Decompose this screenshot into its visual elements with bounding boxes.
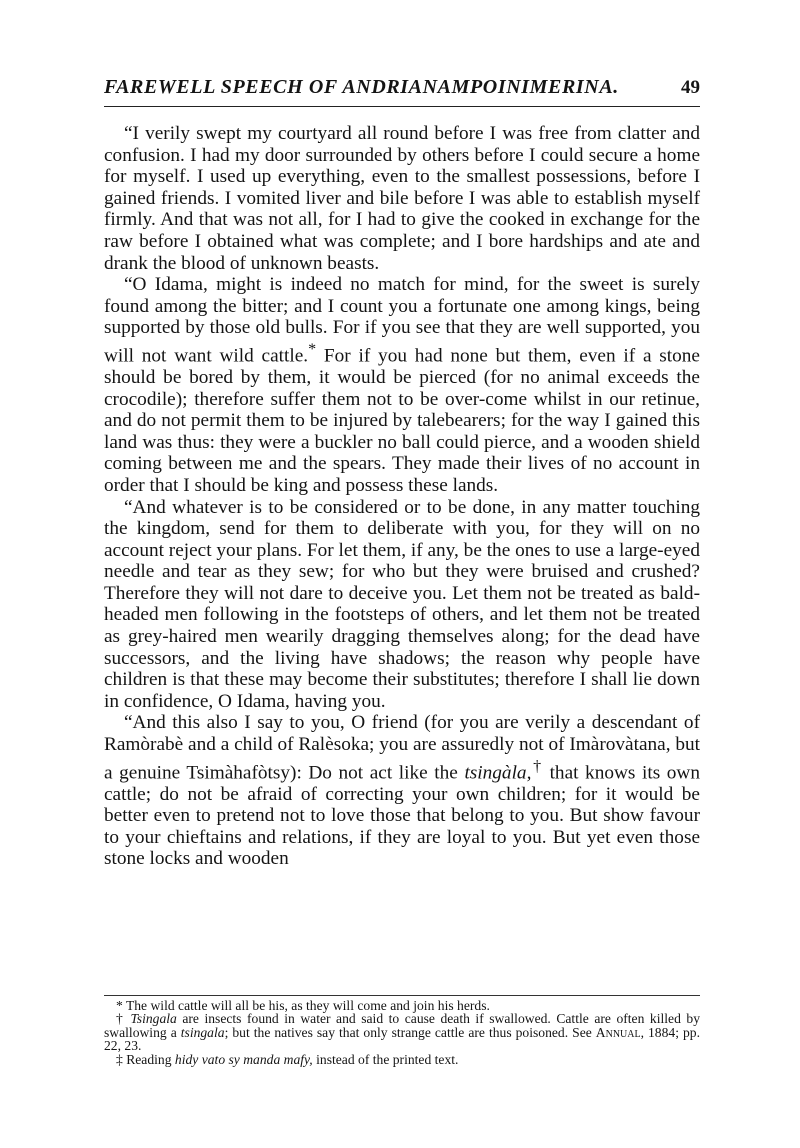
italic-term: tsingala [180, 1024, 225, 1040]
journal-name: Annual [595, 1024, 641, 1040]
footnote-marker: † [116, 1011, 125, 1027]
running-title: FAREWELL SPEECH OF ANDRIANAMPOINIMERINA. [104, 76, 619, 98]
paragraph [104, 274, 700, 496]
italic-term: tsingàla, [464, 762, 532, 784]
footnote-marker: † [531, 757, 543, 775]
footnote-marker: ‡ [116, 1051, 123, 1067]
footnote-marker: * [308, 340, 317, 358]
footnote-text: Reading [122, 1051, 175, 1067]
paragraph [104, 497, 700, 713]
footnote-text: are insects found in water and said to cause death if swallowed. Cattle are often killed by swallowing a [104, 1011, 700, 1040]
footnote-text: , 1884; pp. 22, 23. [104, 1024, 700, 1054]
paragraph-text: “O Idama, might is indeed no match for mind, for the sweet is surely found among the bitter; and I count you a fortunate one among kings, being supported by those old bulls. For if you see that they are well supported, you will not want wild cattle. [104, 274, 700, 367]
body-text [104, 123, 700, 870]
footnote [104, 999, 700, 1012]
italic-term: hidy vato sy manda mafy, [174, 1051, 313, 1067]
paragraph-text: For if you had none but them, even if a stone should be bored by them, it would be pierced (for no animal exceeds the crocodile); therefore suffer them not to be over-come whilst in our retinue, and do not permit them to be injured by talebearers; for the way I gained this land was thus: they were a buckler no ball could pierce, and a wooden shield coming between me and the spears. They made their lives of no account in order that I should be king and possess these lands. [104, 345, 700, 496]
footnote [104, 1012, 700, 1052]
footnote-rule [104, 995, 700, 996]
page-number: 49 [681, 77, 700, 98]
paragraph [104, 712, 700, 870]
footnote-marker: * [116, 998, 123, 1013]
footnote-text: instead of the printed text. [312, 1051, 459, 1067]
paragraph [104, 123, 700, 274]
paragraph-text: “And this also I say to you, O friend (for you are verily a descendant of Ramòrabè and a child of Ralèsoka; you are assuredly not of Imàrovàtana, but a genuine Tsimàhafòtsy): Do not act like the [104, 712, 700, 784]
footnote-text: ; but the natives say that only strange cattle are thus poisoned. See [224, 1024, 596, 1040]
paragraph-text: “I verily swept my courtyard all round before I was free from clatter and confusion. I had my door surrounded by others before I could secure a home for myself. I used up everything, even to the smallest possessions, before I gained friends. I vomited liver and bile before I was able to establish myself firmly. And that was not all, for I had to give the cooked in exchange for the raw before I obtained what was complete; and I bore hardships and ate and drank the blood of unknown beasts. [104, 123, 700, 274]
footnote [104, 1053, 700, 1066]
paragraph-text: that knows its own cattle; do not be afraid of correcting your own children; for it would be better even to pretend not to love those that belong to you. But show favour to your chieftains and relations, if they are loyal to you. But yet even those stone locks and wooden [104, 762, 700, 870]
header-rule [104, 106, 700, 107]
footnotes [104, 999, 700, 1066]
paragraph-text: “And whatever is to be considered or to be done, in any matter touching the kingdom, send for them to deliberate with you, for they will on no account reject your plans. For let them, if any, be the ones to use a large-eyed needle and tear as they sew; for who but they were bruised and crushed? Therefore they will not dare to deceive you. Let them not be treated as bald-headed men following in the footsteps of others, and let them not be treated as grey-haired men wearily dragging themselves along; for the dead have successors, and the living have shadows; the reason why people have children is that these may become their substitutes; therefore I shall lie down in confidence, O Idama, having you. [104, 496, 700, 712]
footnote-text: The wild cattle will all be his, as they will come and join his herds. [122, 998, 490, 1013]
italic-term: Tsingala [130, 1011, 177, 1027]
running-header [104, 76, 700, 99]
